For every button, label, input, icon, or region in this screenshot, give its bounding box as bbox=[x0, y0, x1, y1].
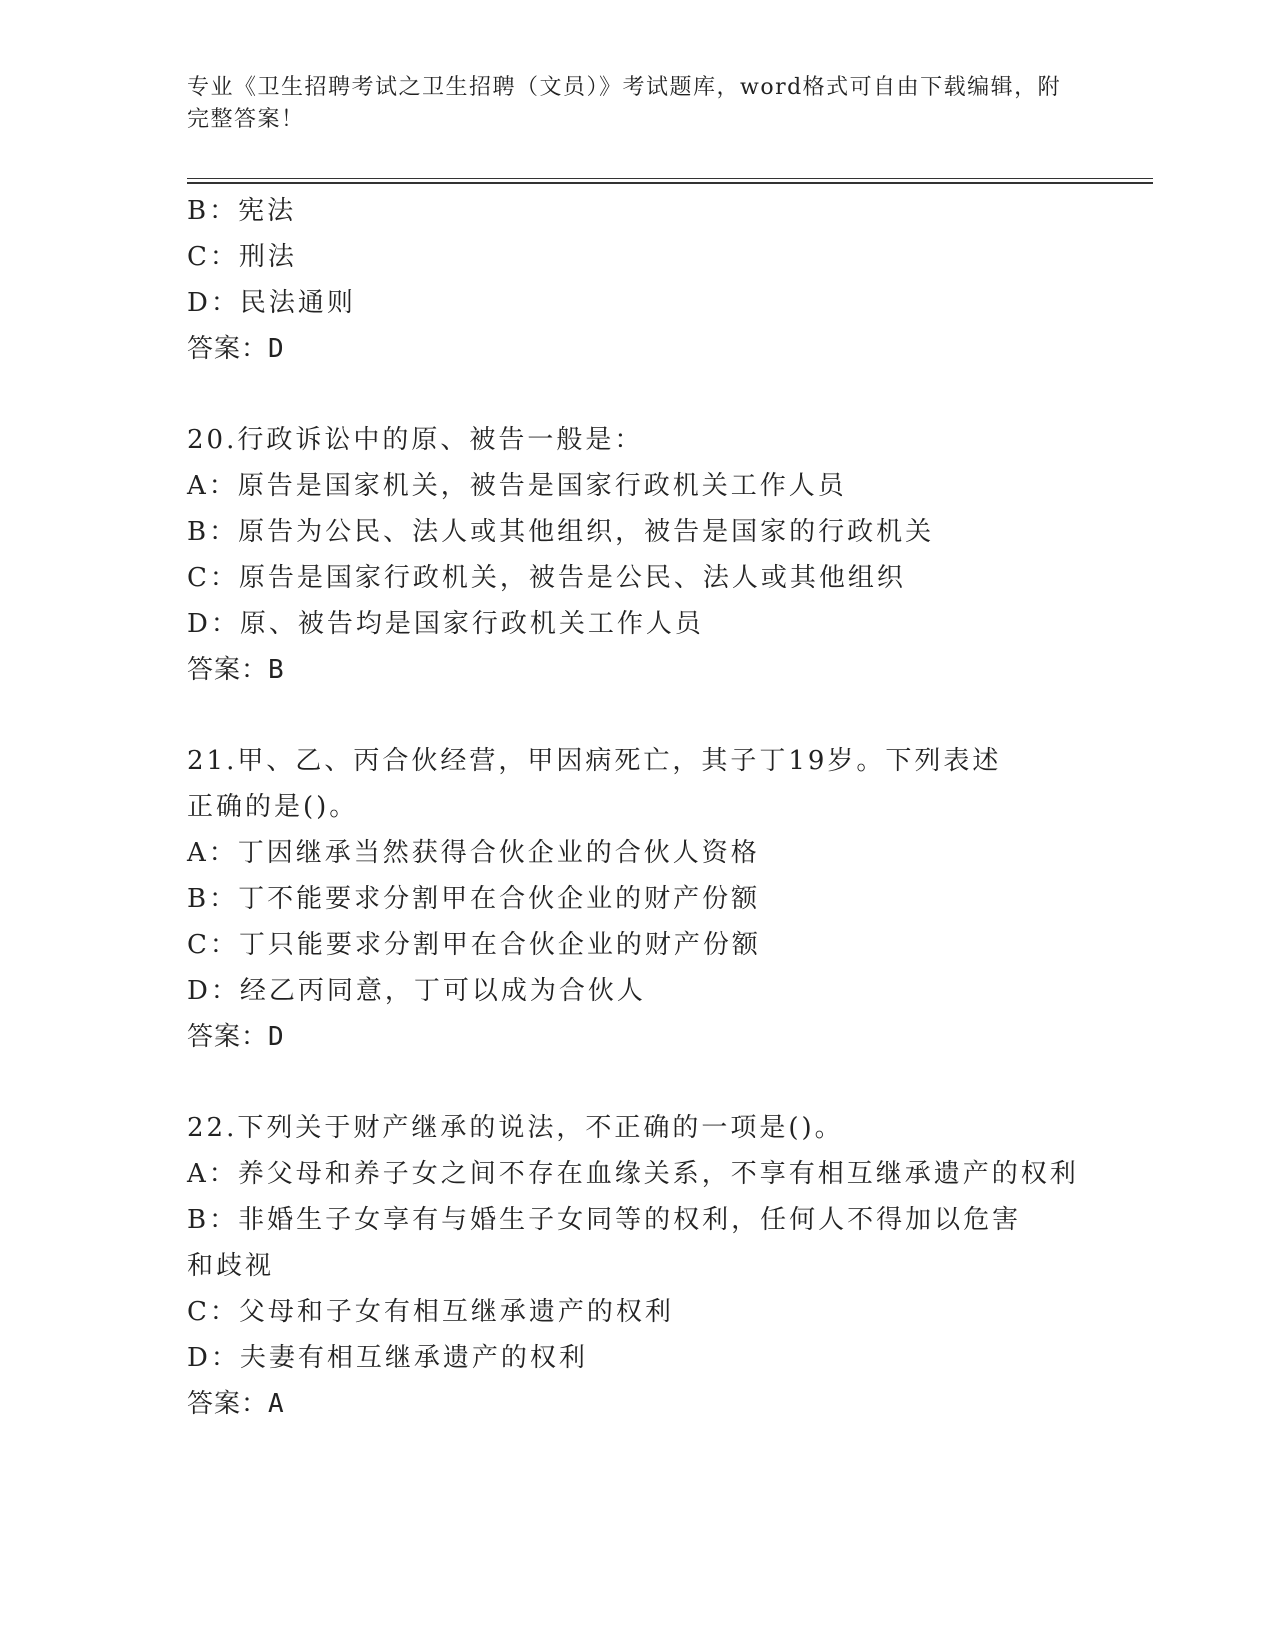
question-stem: 20.行政诉讼中的原、被告一般是： bbox=[187, 425, 644, 455]
answer-value: D bbox=[268, 334, 285, 364]
option-c: C：原告是国家行政机关，被告是公民、法人或其他组织 bbox=[187, 563, 906, 593]
answer-label: 答案： bbox=[187, 655, 269, 685]
option-a: A：原告是国家机关，被告是国家行政机关工作人员 bbox=[187, 471, 847, 501]
question-block-22 bbox=[187, 1105, 1087, 1427]
answer-label: 答案： bbox=[187, 334, 269, 364]
document-header: 专业《卫生招聘考试之卫生招聘（文员）》考试题库，word格式可自由下载编辑，附完整答案！ bbox=[187, 75, 1062, 132]
answer-line bbox=[187, 326, 1087, 372]
answer-label: 答案： bbox=[187, 1022, 269, 1052]
question-block-prev bbox=[187, 188, 1087, 372]
answer-label: 答案： bbox=[187, 1389, 269, 1419]
answer-line bbox=[187, 1014, 1087, 1060]
option-b: B：原告为公民、法人或其他组织，被告是国家的行政机关 bbox=[187, 517, 935, 547]
answer-value: A bbox=[268, 1389, 285, 1419]
answer-line bbox=[187, 1381, 1087, 1427]
option-d: D：原、被告均是国家行政机关工作人员 bbox=[187, 609, 704, 639]
option-c: C：父母和子女有相互继承遗产的权利 bbox=[187, 1297, 674, 1327]
question-list bbox=[187, 188, 1087, 1427]
option-c: C：丁只能要求分割甲在合伙企业的财产份额 bbox=[187, 930, 761, 960]
header-rule-thick bbox=[187, 182, 1153, 184]
option-b: B：宪法 bbox=[187, 196, 297, 226]
question-block-20 bbox=[187, 417, 1087, 693]
answer-value: B bbox=[268, 655, 285, 685]
option-d: D：经乙丙同意，丁可以成为合伙人 bbox=[187, 976, 646, 1006]
option-a: A：养父母和养子女之间不存在血缘关系，不享有相互继承遗产的权利 bbox=[187, 1159, 1079, 1189]
option-b: B：非婚生子女享有与婚生子女同等的权利，任何人不得加以危害和歧视 bbox=[187, 1205, 1022, 1281]
option-b: B：丁不能要求分割甲在合伙企业的财产份额 bbox=[187, 884, 761, 914]
option-d: D：民法通则 bbox=[187, 288, 356, 318]
answer-value: D bbox=[268, 1022, 285, 1052]
answer-line bbox=[187, 647, 1087, 693]
header-rule-thin bbox=[187, 178, 1153, 179]
option-a: A：丁因继承当然获得合伙企业的合伙人资格 bbox=[187, 838, 760, 868]
question-block-21 bbox=[187, 738, 1087, 1060]
option-d: D：夫妻有相互继承遗产的权利 bbox=[187, 1343, 588, 1373]
option-c: C：刑法 bbox=[187, 242, 297, 272]
question-stem: 22.下列关于财产继承的说法，不正确的一项是()。 bbox=[187, 1113, 844, 1143]
question-stem: 21.甲、乙、丙合伙经营，甲因病死亡，其子丁19岁。下列表述正确的是()。 bbox=[187, 746, 1002, 822]
